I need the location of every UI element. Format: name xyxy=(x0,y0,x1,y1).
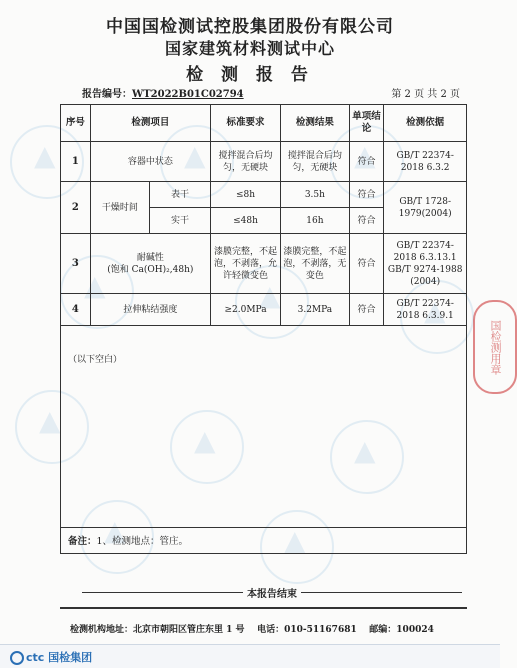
row-no: 2 xyxy=(61,182,91,234)
row-basis-2: GB/T 9274-1988 (2004) xyxy=(387,264,463,287)
remark xyxy=(68,533,188,547)
table-row xyxy=(61,294,467,326)
address-divider xyxy=(60,607,467,609)
row-standard: 漆膜完整，不起泡，不剥落，允许轻微变色 xyxy=(211,234,281,294)
row-standard: 搅拌混合后均匀，无硬块 xyxy=(211,142,281,182)
address-value: 北京市朝阳区管庄东里 1 号 xyxy=(133,625,245,635)
table-row xyxy=(61,142,467,182)
report-number-label: 报告编号： xyxy=(82,89,132,100)
row-no: 4 xyxy=(61,294,91,326)
row-basis: GB/T 22374-2018 6.3.9.1 xyxy=(384,294,467,326)
row-conclusion: 符合 xyxy=(349,142,384,182)
footer-bar xyxy=(0,644,500,668)
logo-text: 国检集团 xyxy=(48,651,93,664)
post-value: 100024 xyxy=(396,625,434,635)
row-conclusion: 符合 xyxy=(349,208,384,234)
institution-address xyxy=(70,622,470,635)
report-number: WT2022B01C02794 xyxy=(132,89,244,100)
remark-divider xyxy=(60,527,467,528)
row-basis: GB/T 22374-2018 6.3.2 xyxy=(384,142,467,182)
logo-mark: ctc xyxy=(26,651,45,664)
results-table xyxy=(60,104,467,326)
row-result: 3.2MPa xyxy=(281,294,350,326)
row-item: 拉伸粘结强度 xyxy=(90,294,210,326)
end-dash-left xyxy=(82,592,243,593)
row-no: 3 xyxy=(61,234,91,294)
row-result: 16h xyxy=(281,208,350,234)
report-meta xyxy=(82,85,460,100)
row-item-main: 耐碱性 xyxy=(136,252,164,263)
header-conclusion: 单项结论 xyxy=(349,105,384,142)
center-name: 国家建筑材料测试中心 xyxy=(164,39,335,58)
row-basis: GB/T 1728-1979(2004) xyxy=(384,182,467,234)
report-title: 检 测 报 告 xyxy=(186,65,314,85)
row-conclusion: 符合 xyxy=(349,182,384,208)
row-result: 漆膜完整，不起泡，不剥落，无变色 xyxy=(281,234,350,294)
header-result: 检测结果 xyxy=(281,105,350,142)
row-subitem: 实干 xyxy=(149,208,210,234)
phone-value: 010-51167681 xyxy=(284,625,357,635)
row-basis xyxy=(384,234,467,294)
row-result: 搅拌混合后均匀，无硬块 xyxy=(281,142,350,182)
header-basis: 检测依据 xyxy=(384,105,467,142)
row-conclusion: 符合 xyxy=(349,294,384,326)
row-result: 3.5h xyxy=(281,182,350,208)
header-no: 序号 xyxy=(61,105,91,142)
row-conclusion: 符合 xyxy=(349,234,384,294)
red-seal-stamp xyxy=(473,300,517,394)
end-dash-right xyxy=(301,592,462,593)
page-info: 第 2 页 共 2 页 xyxy=(391,89,460,100)
blank-below-note: （以下空白） xyxy=(68,355,123,365)
table-header-row xyxy=(61,105,467,142)
address-label: 检测机构地址： xyxy=(70,625,134,635)
row-no: 1 xyxy=(61,142,91,182)
row-item-sub: (饱和 Ca(OH)₂,48h) xyxy=(107,264,194,275)
row-standard: ≤8h xyxy=(211,182,281,208)
remark-text: 1、检测地点：管庄。 xyxy=(96,536,189,547)
row-item: 容器中状态 xyxy=(90,142,210,182)
end-text: 本报告结束 xyxy=(247,589,297,600)
report-number-group xyxy=(82,85,244,100)
remark-label: 备注： xyxy=(68,536,97,547)
ctc-logo xyxy=(10,649,92,665)
row-basis-1: GB/T 22374-2018 6.3.13.1 xyxy=(393,240,457,263)
org-name: 中国国检测试控股集团股份有限公司 xyxy=(106,17,394,37)
phone-label: 电话： xyxy=(257,625,285,635)
table-row xyxy=(61,234,467,294)
row-standard: ≥2.0MPa xyxy=(211,294,281,326)
logo-icon xyxy=(10,651,24,665)
post-label: 邮编： xyxy=(369,625,397,635)
row-item xyxy=(90,234,210,294)
header-item: 检测项目 xyxy=(90,105,210,142)
row-standard: ≤48h xyxy=(211,208,281,234)
seal-text: 国检测用章 xyxy=(489,319,502,375)
header-standard: 标准要求 xyxy=(211,105,281,142)
row-subitem: 表干 xyxy=(149,182,210,208)
row-item: 干燥时间 xyxy=(90,182,149,234)
report-end xyxy=(82,585,462,600)
table-row xyxy=(61,182,467,208)
